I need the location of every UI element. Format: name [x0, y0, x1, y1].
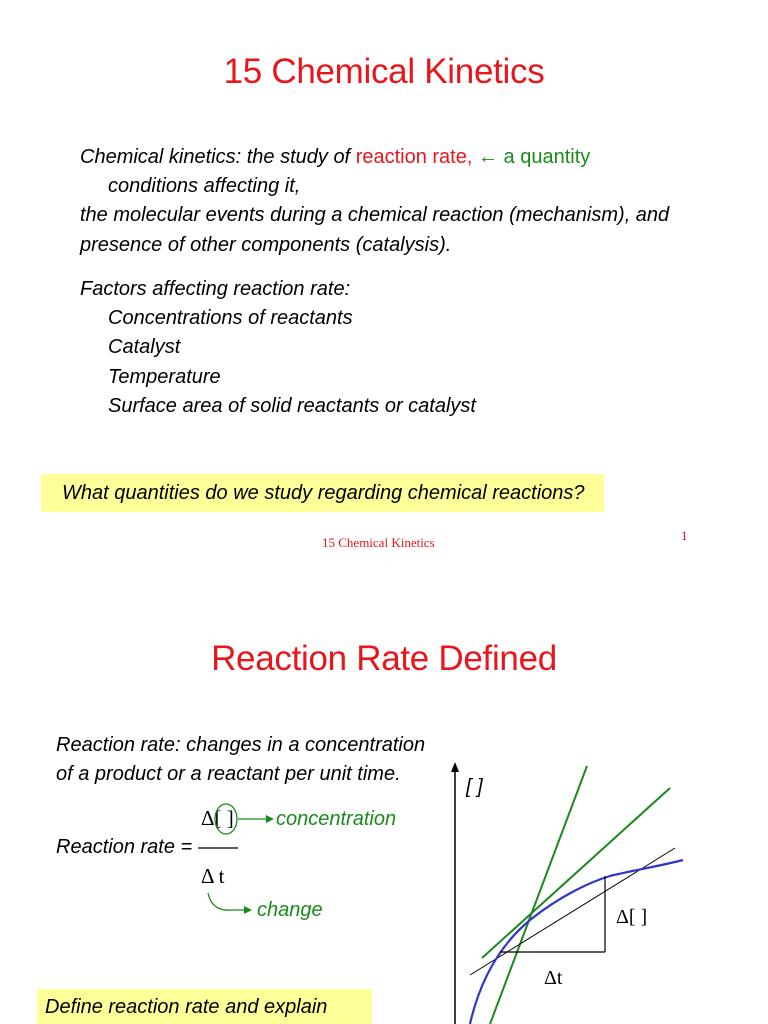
- annotation-change: change: [257, 899, 323, 921]
- slide2-title: Reaction Rate Defined: [211, 639, 557, 678]
- factor-item: Surface area of solid reactants or catalyst: [108, 395, 476, 417]
- tangent-line-initial: [490, 766, 587, 1024]
- intro-prefix: Chemical kinetics: the study of: [80, 146, 356, 168]
- rate-label: Reaction rate =: [56, 836, 193, 858]
- intro-arrow-note: ← a quantity: [477, 146, 591, 168]
- y-axis-arrowhead: [451, 762, 459, 772]
- rate-numerator: Δ[ ]: [201, 806, 234, 830]
- intro-line-2: conditions affecting it,: [108, 175, 301, 197]
- tangent-line-later: [482, 788, 670, 958]
- intro-line-3: the molecular events during a chemical reaction (mechanism), and: [80, 204, 670, 226]
- factor-item: Catalyst: [108, 336, 181, 358]
- page-number: 1: [681, 528, 688, 543]
- intro-highlight: reaction rate: [355, 146, 467, 168]
- intro-comma: ,: [466, 146, 473, 168]
- slide2-question: Define reaction rate and explain: [45, 996, 328, 1018]
- slide1-question: What quantities do we study regarding chemical reactions?: [62, 482, 585, 504]
- intro-line-4: presence of other components (catalysis).: [80, 234, 452, 256]
- factor-item: Concentrations of reactants: [108, 307, 353, 329]
- graph-y-label: [ ]: [466, 776, 483, 798]
- definition-line-2: of a product or a reactant per unit time.: [56, 763, 401, 785]
- rate-denominator: Δ t: [201, 864, 225, 888]
- factor-item: Temperature: [108, 366, 221, 388]
- slide1-footer: 15 Chemical Kinetics: [322, 535, 435, 550]
- annotation-concentration: concentration: [276, 808, 397, 830]
- graph-delta-conc-label: Δ[ ]: [616, 906, 648, 928]
- definition-line-1: Reaction rate: changes in a concentration: [56, 734, 426, 756]
- graph-delta-t-label: Δt: [544, 967, 563, 989]
- concentration-curve: [470, 860, 683, 1024]
- factors-heading: Factors affecting reaction rate:: [80, 278, 351, 300]
- slide1-title: 15 Chemical Kinetics: [223, 52, 545, 91]
